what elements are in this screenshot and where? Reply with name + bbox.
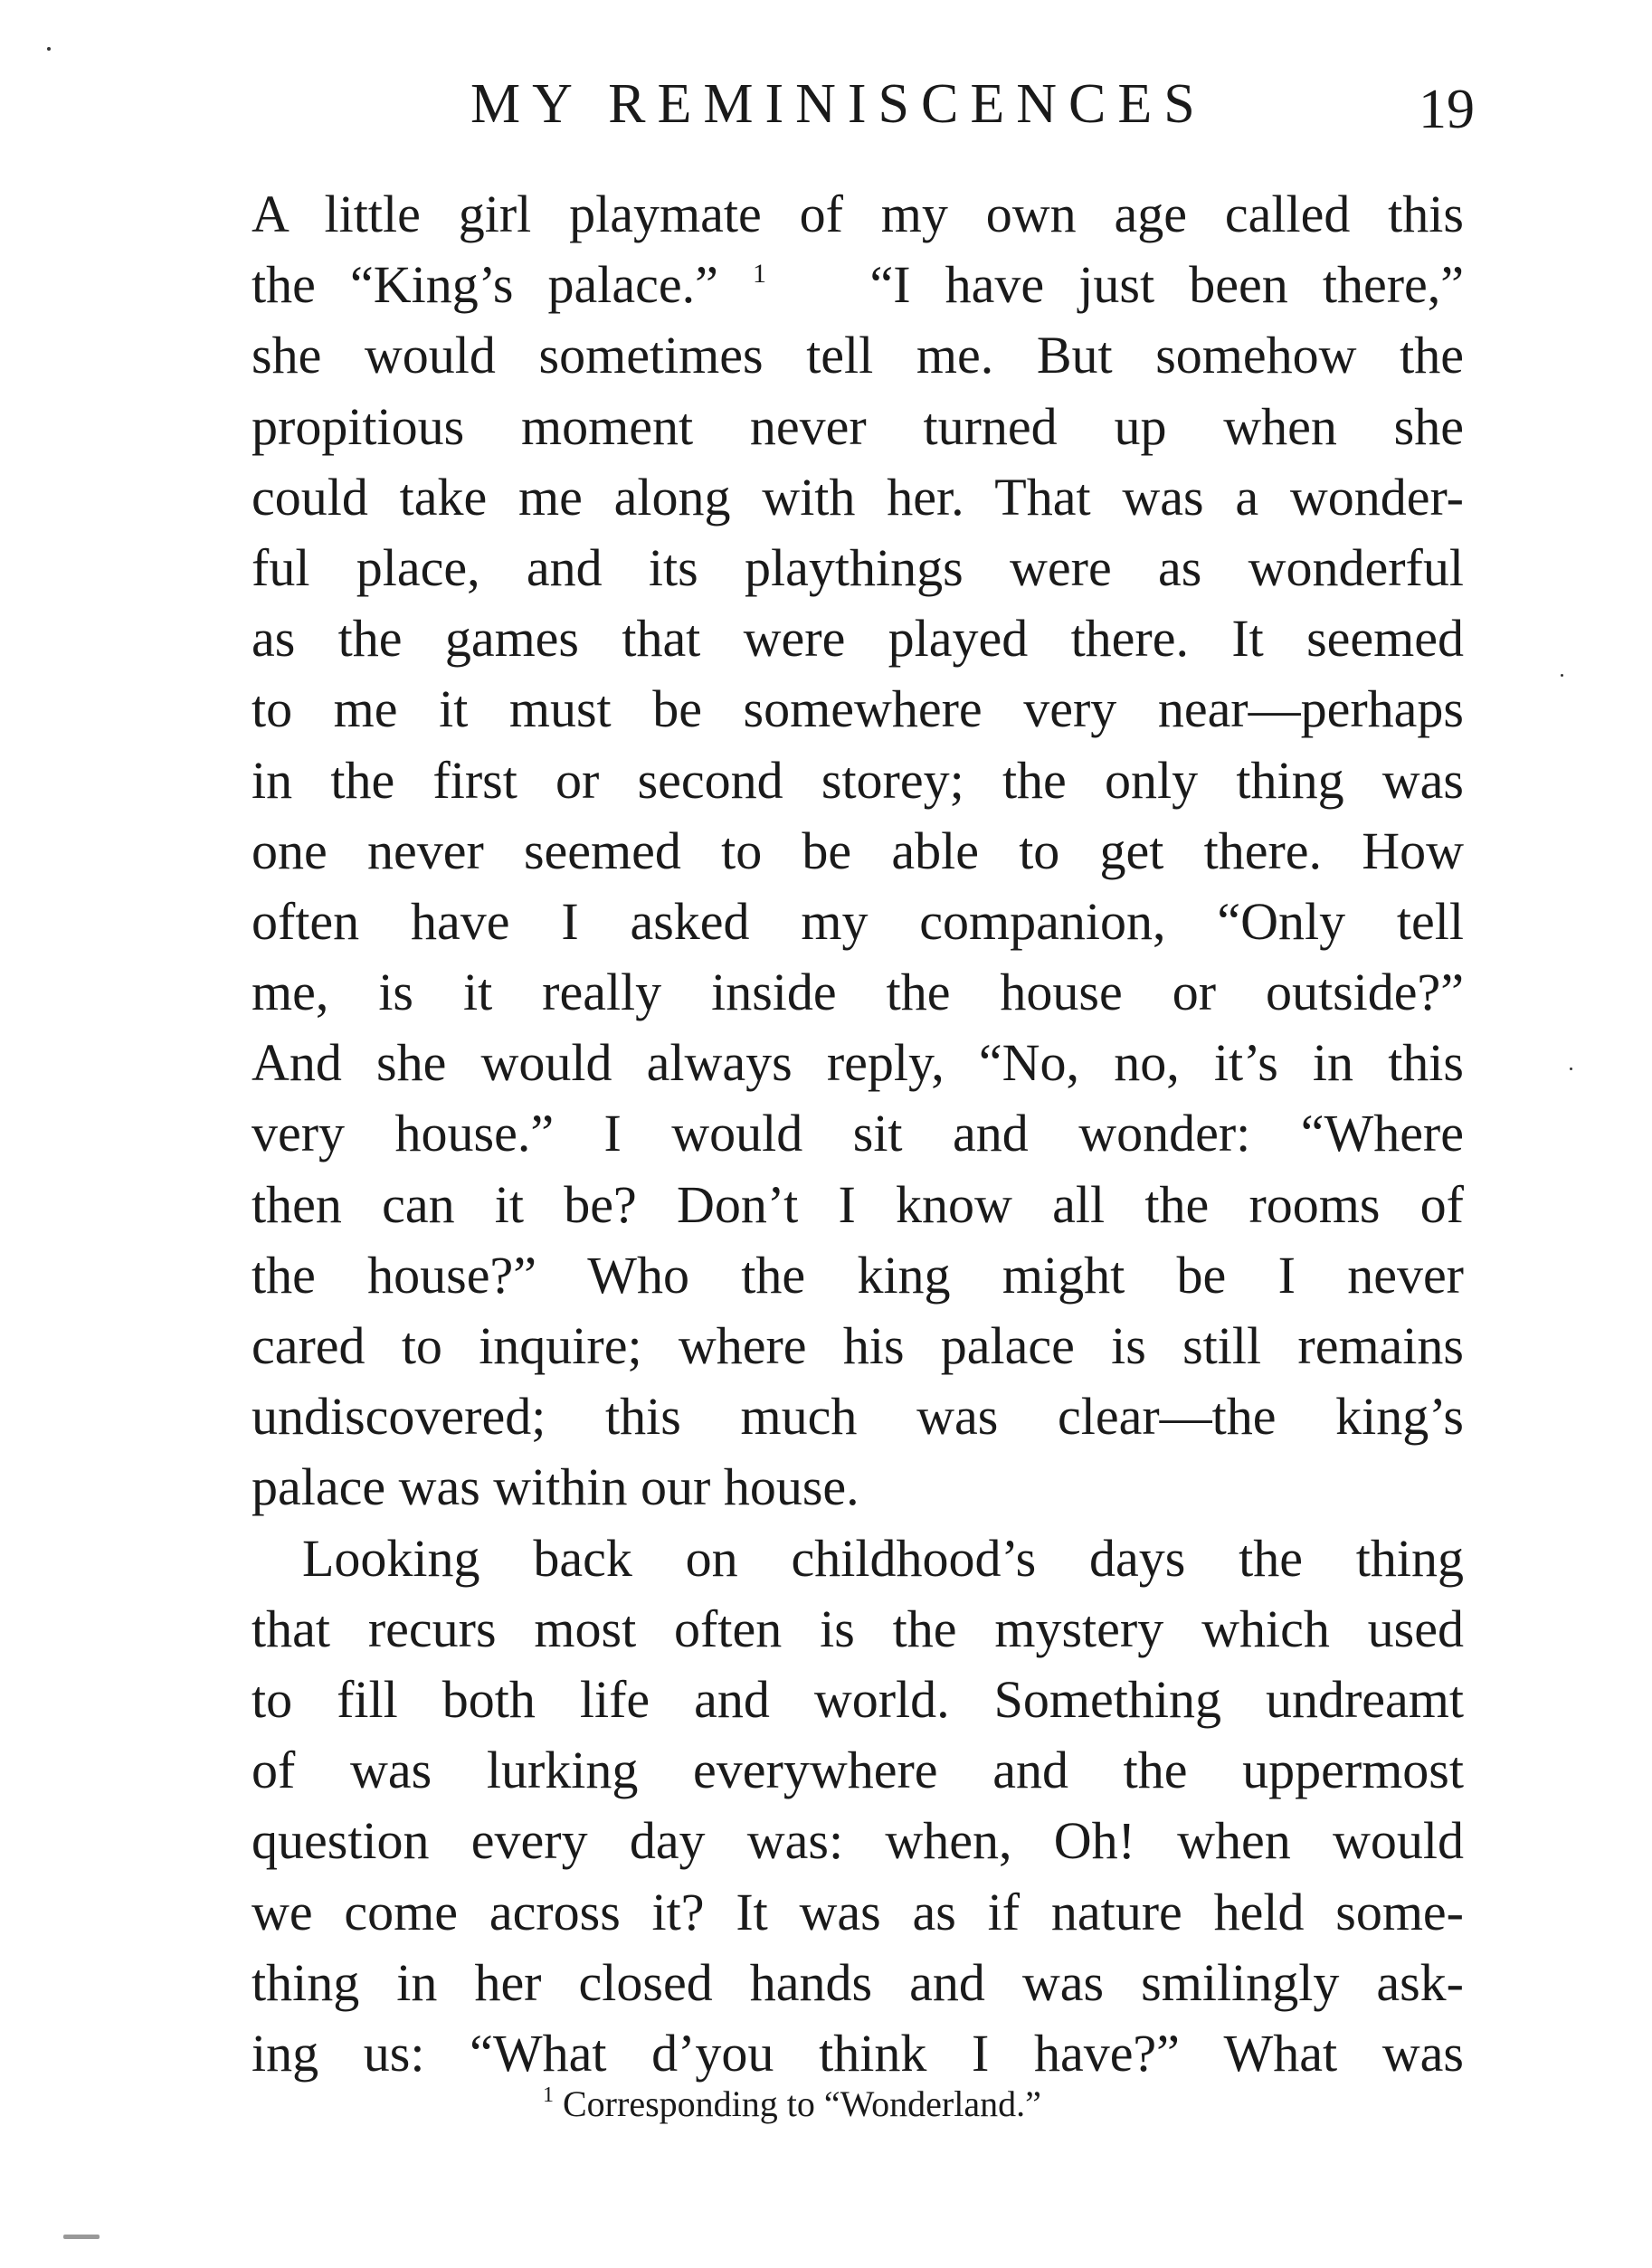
text-line: often have I asked my companion, “Only tell	[252, 891, 1464, 951]
text-line: could take me along with her. That was a wonder-	[252, 467, 1464, 527]
text-line: undiscovered; this much was clear—the king’s	[252, 1387, 1464, 1447]
body-text	[252, 179, 1464, 2089]
text-line: And she would always reply, “No, no, it’s in this	[252, 1033, 1464, 1093]
text-line: ful place, and its playthings were as wonderful	[252, 537, 1464, 597]
running-head	[253, 63, 1475, 145]
paper-speck	[47, 47, 51, 51]
text-line	[252, 250, 1464, 320]
text-line: me, is it really inside the house or outside?”	[252, 963, 1464, 1022]
text-line: we come across it? It was as if nature held some-	[252, 1882, 1464, 1941]
text-line: that recurs most often is the mystery which used	[252, 1599, 1464, 1658]
text-line: question every day was: when, Oh! when would	[252, 1811, 1464, 1871]
running-title: MY REMINISCENCES	[470, 73, 1207, 135]
text-line: propitious moment never turned up when she	[252, 396, 1464, 456]
text-line: ing us: “What d’you think I have?” What was	[252, 2023, 1464, 2083]
text-line: then can it be? Don’t I know all the rooms of	[252, 1174, 1464, 1234]
text-line: of was lurking everywhere and the uppermost	[252, 1741, 1464, 1800]
paper-speck	[1561, 674, 1563, 677]
text-line: the house?” Who the king might be I never	[252, 1245, 1464, 1305]
text-fragment: “I have just been there,”	[869, 255, 1464, 315]
footnote	[543, 2077, 1041, 2131]
paper-speck	[63, 2235, 100, 2239]
text-line: to fill both life and world. Something undreamt	[252, 1669, 1464, 1729]
text-line: palace was within our house.	[252, 1457, 859, 1517]
text-line: A little girl playmate of my own age called this	[252, 185, 1464, 243]
footnote-marker: 1	[753, 259, 767, 289]
text-line: to me it must be somewhere very near—perhaps	[252, 679, 1464, 739]
text-line: one never seemed to be able to get there. How	[252, 821, 1464, 880]
text-line: in the first or second storey; the only thing was	[252, 750, 1464, 810]
footnote-text: Corresponding to “Wonderland.”	[563, 2083, 1041, 2124]
text-line: Looking back on childhood’s days the thing	[302, 1528, 1464, 1588]
text-line: very house.” I would sit and wonder: “Where	[252, 1104, 1464, 1163]
page-number: 19	[1419, 79, 1475, 140]
paper-speck	[1570, 1068, 1572, 1070]
footnote-number: 1	[543, 2083, 554, 2107]
text-line: as the games that were played there. It seemed	[252, 609, 1464, 669]
text-line: thing in her closed hands and was smilingly ask-	[252, 1952, 1464, 2012]
text-line: she would sometimes tell me. But somehow the	[252, 326, 1464, 385]
text-line: cared to inquire; where his palace is still remains	[252, 1316, 1464, 1375]
text-fragment: the “King’s palace.”	[252, 255, 718, 315]
